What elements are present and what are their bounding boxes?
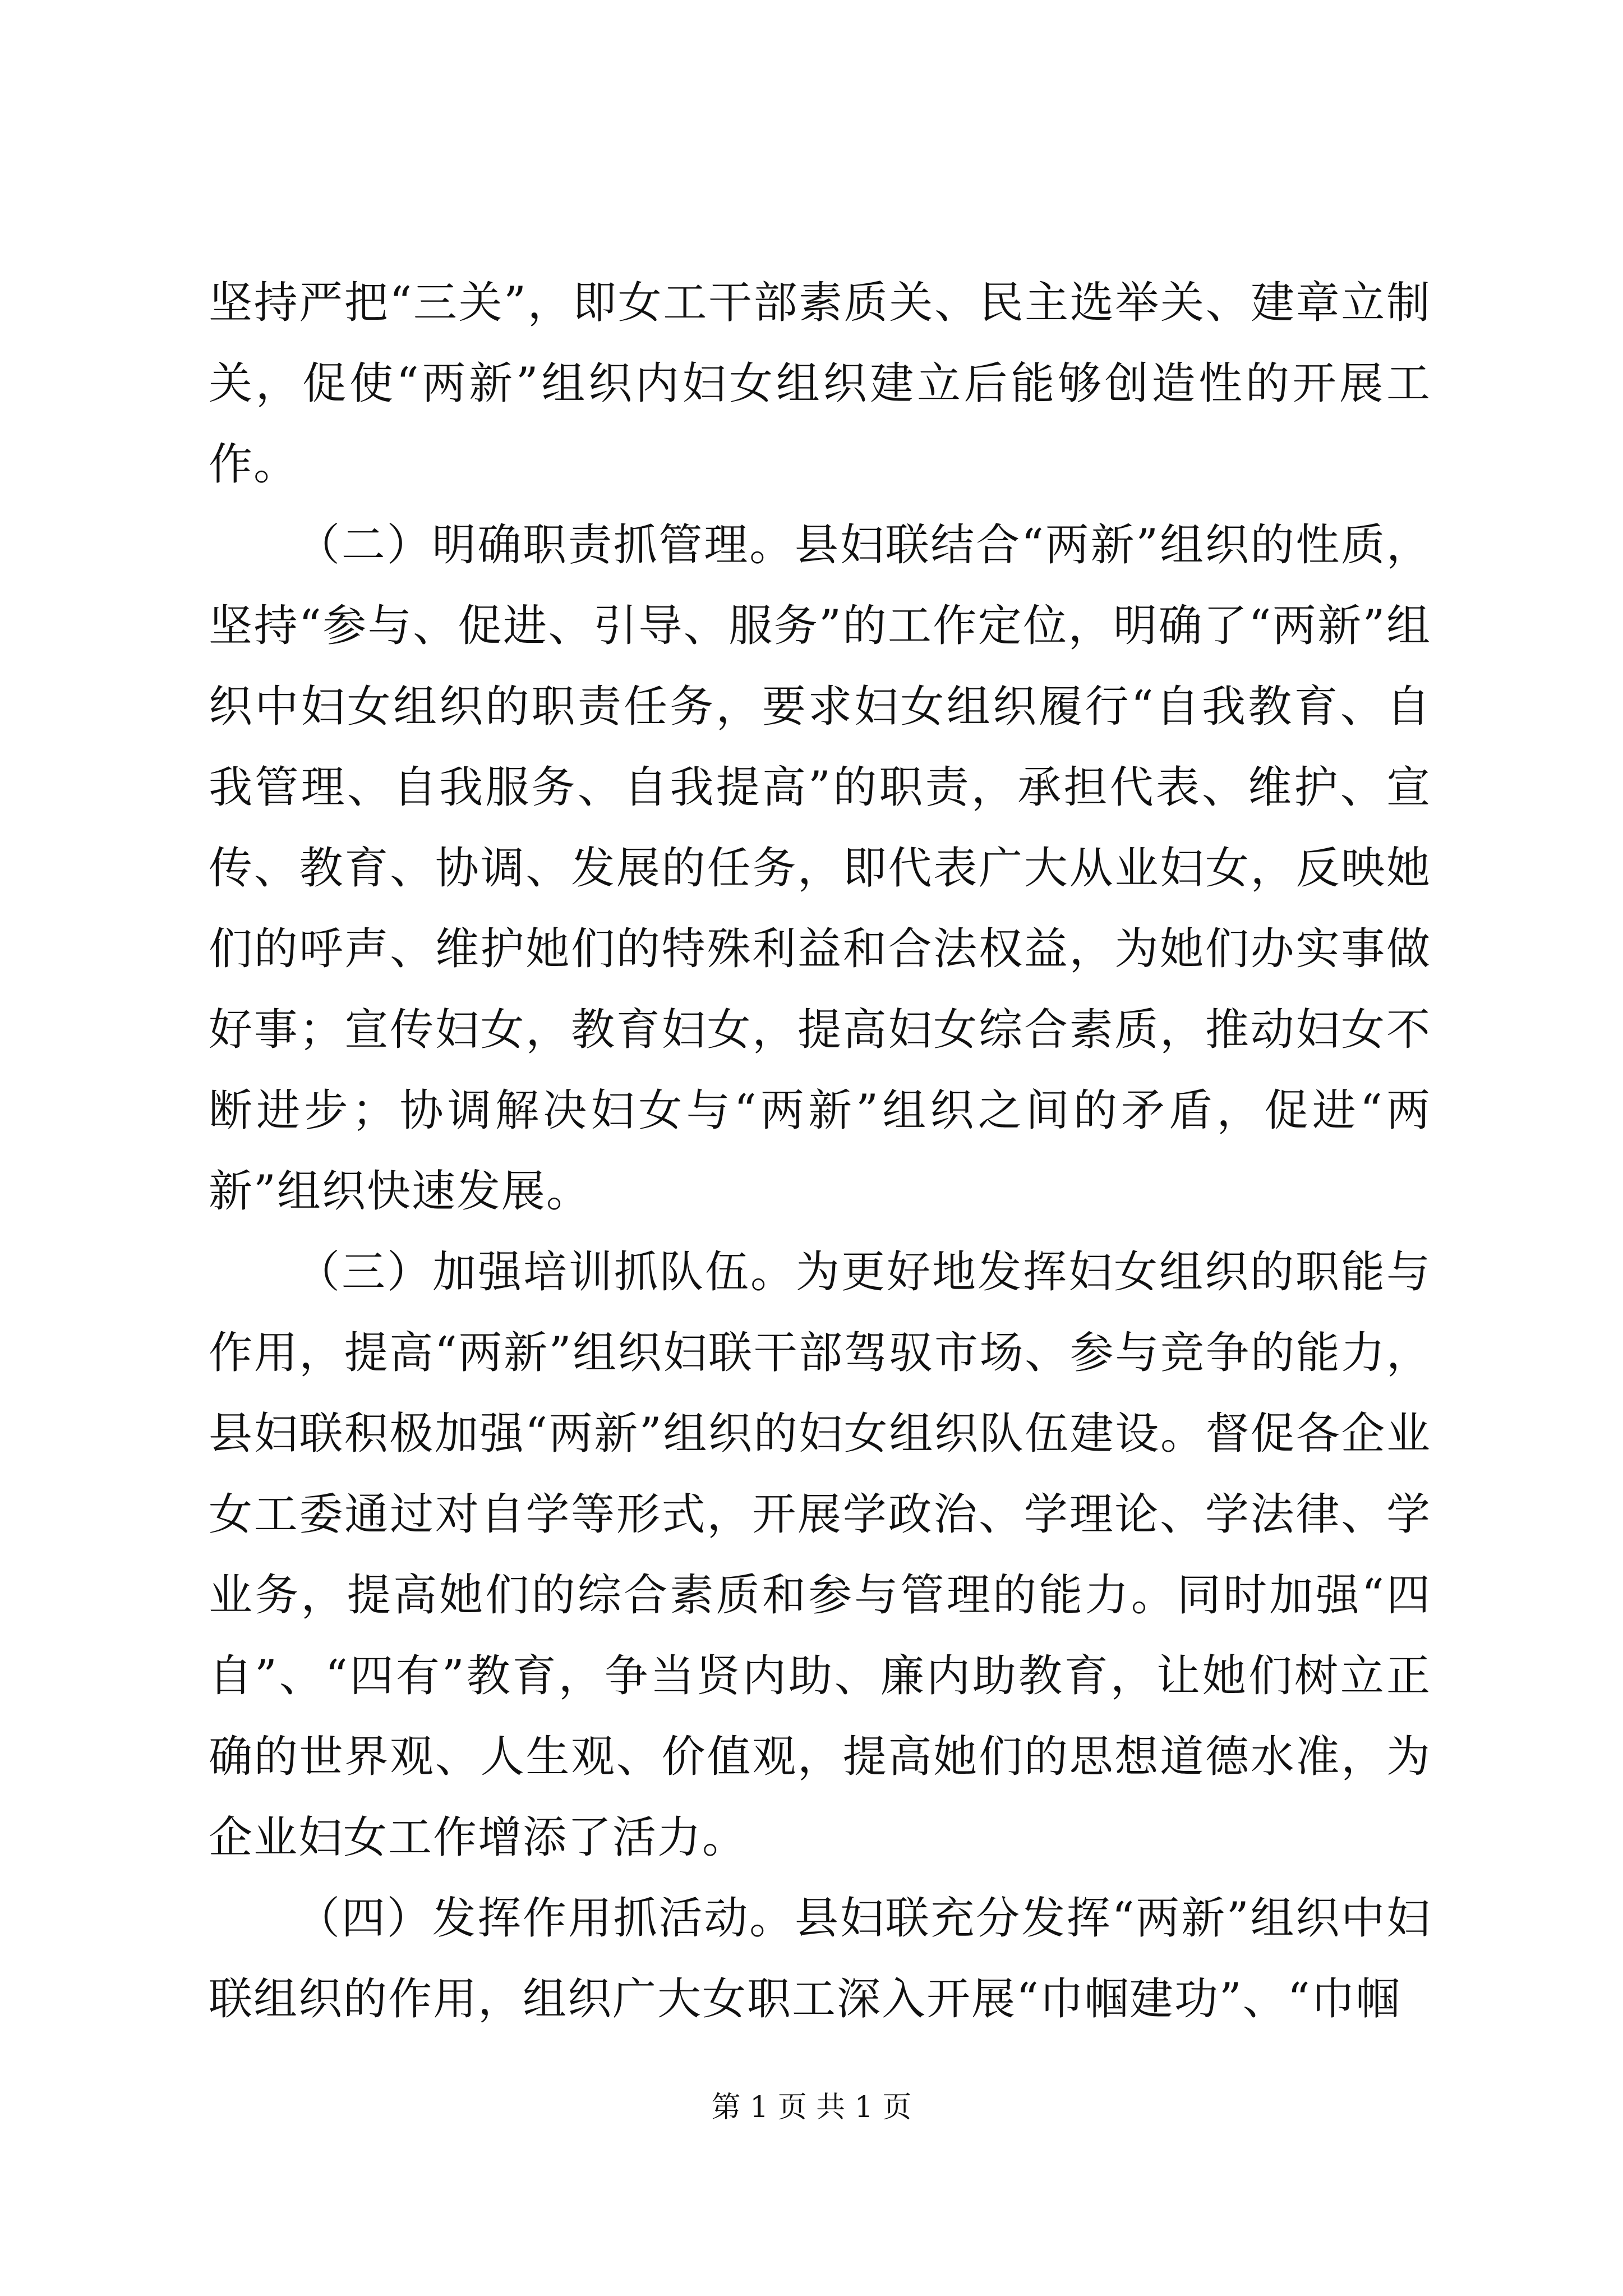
paragraph-section-2: （二）明确职责抓管理。县妇联结合“两新”组织的性质，坚持“参与、促进、引导、服务”的工作定位，明确了“两新”组织中妇女组织的职责任务，要求妇女组织履行“自我教育、自我管理、自我服务、自我提高”的职责，承担代表、维护、宣传、教育、协调、发展的任务，即代表广大从业妇女，反映她们的呼声、维护她们的特殊利益和合法权益，为她们办实事做好事；宣传妇女，教育妇女，提高妇女综合素质，推动妇女不断进步；协调解决妇女与“两新”组织之间的矛盾，促进“两新”组织快速发展。 — [209, 520, 1431, 1217]
paragraph-continuation: 坚持严把“三关”，即女工干部素质关、民主选举关、建章立制关，促使“两新”组织内妇女组织建立后能够创造性的开展工作。 — [209, 278, 1431, 490]
document-body — [209, 263, 1431, 2040]
page-number-footer: 第 1 页 共 1 页 — [711, 2091, 912, 2124]
paragraph-section-4: （四）发挥作用抓活动。县妇联充分发挥“两新”组织中妇联组织的作用，组织广大女职工深入开展“巾帼建功”、“巾帼 — [209, 1893, 1431, 2024]
paragraph-section-3: （三）加强培训抓队伍。为更好地发挥妇女组织的职能与作用，提高“两新”组织妇联干部驾驭市场、参与竞争的能力，县妇联积极加强“两新”组织的妇女组织队伍建设。督促各企业女工委通过对自学等形式，开展学政治、学理论、学法律、学业务，提高她们的综合素质和参与管理的能力。同时加强“四自”、“四有”教育，争当贤内助、廉内助教育，让她们树立正确的世界观、人生观、价值观，提高她们的思想道德水准，为企业妇女工作增添了活力。 — [209, 1247, 1431, 1863]
